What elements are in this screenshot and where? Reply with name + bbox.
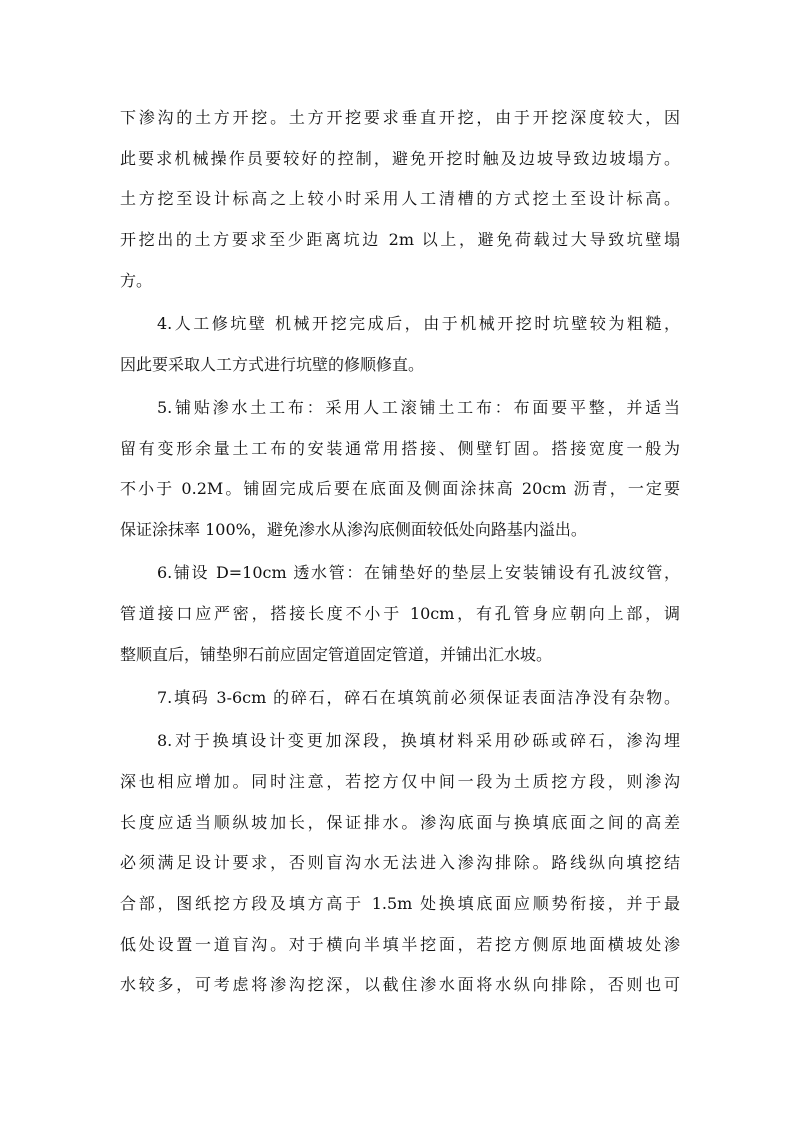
paragraph-text: 此要求机械操作员要较好的控制，避免开挖时触及边坡导致边坡塌方。 [120,149,680,168]
text-line [0,767,794,797]
text-line [0,889,794,919]
paragraph-text: 长度应适当顺纵坡加长，保证排水。渗沟底面与换填底面之间的高差 [120,813,680,832]
text-line [0,144,794,174]
paragraph-text: 整顺直后，铺垫卵石前应固定管道固定管道，并铺出汇水坡。 [120,645,553,664]
paragraph-text: 保证涂抹率 100%，避免渗水从渗沟底侧面较低处向路基内溢出。 [120,520,587,539]
list-item-7: 7.填码 3-6cm 的碎石，碎石在填筑前必须保证表面洁净没有杂物。 [157,688,680,707]
list-item-8: 8.对于换填设计变更加深段，换填材料采用砂砾或碎石，渗沟埋 [157,731,680,750]
paragraph-text: 必须满足设计要求，否则盲沟水无法进入渗沟排除。路线纵向填挖结 [120,853,680,872]
paragraph-text: 深也相应增加。同时注意，若挖方仅中间一段为土质挖方段，则渗沟 [120,772,680,791]
paragraph-text: 管道接口应严密，搭接长度不小于 10cm，有孔管身应朝向上部，调 [120,604,680,623]
text-line [0,103,794,133]
text-line [0,808,794,838]
paragraph-text: 不小于 0.2M。铺固完成后要在底面及侧面涂抹高 20cm 沥青，一定要 [120,479,680,498]
paragraph-text: 水较多，可考虑将渗沟挖深，以截住渗水面将水纵向排除，否则也可 [120,975,680,994]
text-line [0,225,794,255]
paragraph-text: 留有变形余量土工布的安装通常用搭接、侧壁钉固。搭接宽度一般为 [120,439,680,458]
text-line [0,184,794,214]
text-line [0,309,794,339]
paragraph-text: 开挖出的土方要求至少距离坑边 2m 以上，避免荷载过大导致坑壁塌 [120,230,680,249]
text-line [0,930,794,960]
list-item-5: 5.铺贴渗水土工布：采用人工滚铺土工布：布面要平整，并适当 [157,398,680,417]
paragraph-text: 土方挖至设计标高之上较小时采用人工清槽的方式挖土至设计标高。 [120,189,680,208]
text-line [0,558,794,588]
paragraph-text: 低处设置一道盲沟。对于横向半填半挖面，若挖方侧原地面横坡处渗 [120,935,680,954]
text-line [0,848,794,878]
paragraph-text: 下渗沟的土方开挖。土方开挖要求垂直开挖，由于开挖深度较大，因 [120,108,680,127]
text-line [0,515,794,545]
text-line [0,599,794,629]
paragraph-text: 方。 [120,271,153,290]
list-item-4: 4.人工修坑壁 机械开挖完成后，由于机械开挖时坑壁较为粗糙， [157,314,680,333]
text-line [0,266,794,296]
text-line [0,970,794,1000]
text-line [0,434,794,464]
text-line [0,350,794,380]
paragraph-text: 因此要采取人工方式进行坑壁的修顺修直。 [120,355,425,374]
paragraph-text: 合部，图纸挖方段及填方高于 1.5m 处换填底面应顺势衔接，并于最 [120,894,680,913]
text-line [0,726,794,756]
text-line [0,393,794,423]
list-item-6: 6.铺设 D=10cm 透水管：在铺垫好的垫层上安装铺设有孔波纹管， [157,563,680,582]
text-line [0,683,794,713]
text-line [0,474,794,504]
text-line [0,640,794,670]
